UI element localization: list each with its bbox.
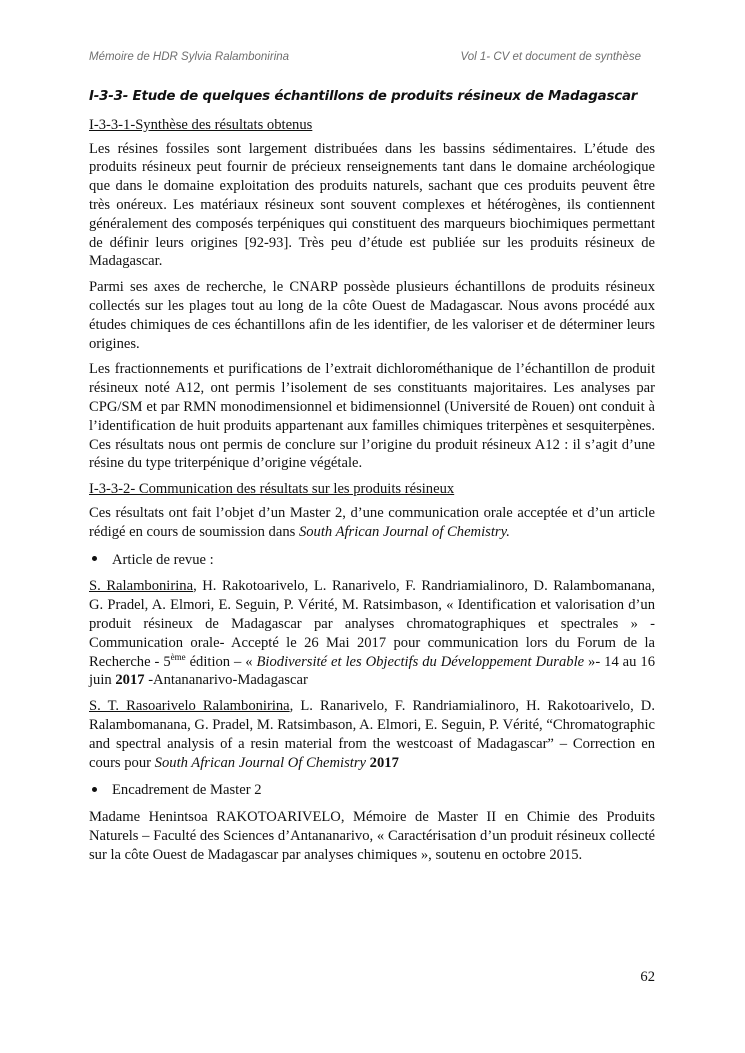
running-header-left: Mémoire de HDR Sylvia Ralambonirina (89, 51, 290, 63)
reference-year: 2017 (115, 672, 145, 689)
bullet-label: Article de revue : (112, 551, 214, 568)
reference-author: S. Ralambonirina (89, 578, 194, 595)
page-number: 62 (640, 969, 655, 985)
journal-name: South African Journal Of Chemistry (154, 754, 367, 771)
subsection-heading-results: I-3-3-1-Synthèse des résultats obtenus (89, 116, 313, 133)
reference-article: S. T. Rasoarivelo Ralambonirina, L. Ranarivelo, F. Randriamialinoro, H. Rakotoarivelo, D. Ralambomanana, G. Pradel, M. Ratsimbason, A. Elmori, E. Seguin, P. Vérité, “Chromatographic and spectral analysis of a resin material from the westcoast of Madagascar” – Correction en cours pour South African Journal Of Chemistry 2017 (89, 698, 655, 771)
reference-communication: S. Ralambonirina, H. Rakotoarivelo, L. Ranarivelo, F. Randriamialinoro, D. Ralambomanana, G. Pradel, A. Elmori, E. Seguin, P. Vérité, M. Ratsimbason, « Identification et valorisation d’un produit résineux de Madagascar par analyses chromatographiques et spectrales » - Communication orale- Accepté le 26 Mai 2017 pour communication lors du Forum de la Recherche - 5ème édition – « Biodiversité et les Objectifs du Développement Durable »- 14 au 16 juin 2017 -Antananarivo-Madagascar (89, 578, 655, 689)
bullet-supervision (89, 781, 655, 800)
paragraph-fossil-resins: Les résines fossiles sont largement distribuées dans les bassins sédimentaires. L’étude des produits résineux peut fournir de précieux renseignements tant dans le domaine archéologique que dans le domaine exploitation des produits naturels, sachant que ces produits peuvent être très onéreux. Les matériaux résineux sont souvent complexes et hétérogènes, ils contiennent généralement des composés terpéniques qui constituent des marqueurs biochimiques permettant de définir leurs origines [92-93]. Très peu d’étude est publiée sur les produits résineux de Madagascar. (89, 140, 655, 270)
bullet-label: Encadrement de Master 2 (112, 782, 262, 799)
paragraph-cnarp-samples: Parmi ses axes de recherche, le CNARP possède plusieurs échantillons de produits résineux collectés sur les plages tout au long de la côte Ouest de Madagascar. Nous avons procédé aux études chimiques de ces échantillons afin de les identifier, de les valoriser et de déterminer leurs origines. (89, 279, 655, 352)
journal-name: South African Journal of Chemistry. (298, 523, 510, 540)
forum-theme: Biodiversité et les Objectifs du Développement Durable (256, 653, 585, 670)
paragraph-communication-intro: Ces résultats ont fait l’objet d’un Master 2, d’une communication orale acceptée et d’un article rédigé en cours de soumission dans South African Journal of Chemistry. (89, 504, 655, 540)
bullet-dot-icon (90, 785, 98, 793)
page-body (89, 88, 655, 871)
running-header-right: Vol 1- CV et document de synthèse (460, 51, 641, 63)
bullet-article (89, 551, 655, 570)
reference-author: S. T. Rasoarivelo Ralambonirina (89, 698, 290, 715)
reference-year: 2017 (369, 754, 399, 771)
subsection-heading-communication: I-3-3-2- Communication des résultats sur les produits résineux (89, 481, 455, 498)
paragraph-master-thesis: Madame Henintsoa RAKOTOARIVELO, Mémoire de Master II en Chimie des Produits Naturels – Faculté des Sciences d’Antananarivo, « Caractérisation d’un produit résineux collecté sur la côte Ouest de Madagascar par analyses chimiques », soutenu en octobre 2015. (89, 809, 655, 863)
section-heading: I-3-3- Etude de quelques échantillons de produits résineux de Madagascar (89, 89, 638, 104)
bullet-dot-icon (90, 555, 98, 563)
paragraph-a12-analysis: Les fractionnements et purifications de l’extrait dichlorométhanique de l’échantillon de produit résineux noté A12, ont permis l’isolement de ses constituants majoritaires. Les analyses par CPG/SM et par RMN monodimensionnel et bidimensionnel (Université de Rouen) ont conduit à l’identification de huit produits appartenant aux familles chimiques triterpènes et sesquiterpènes. Ces résultats nous ont permis de conclure sur l’origine du produit résineux A12 : il s’agit d’une résine du type triterpénique d’origine végétale. (89, 361, 655, 472)
